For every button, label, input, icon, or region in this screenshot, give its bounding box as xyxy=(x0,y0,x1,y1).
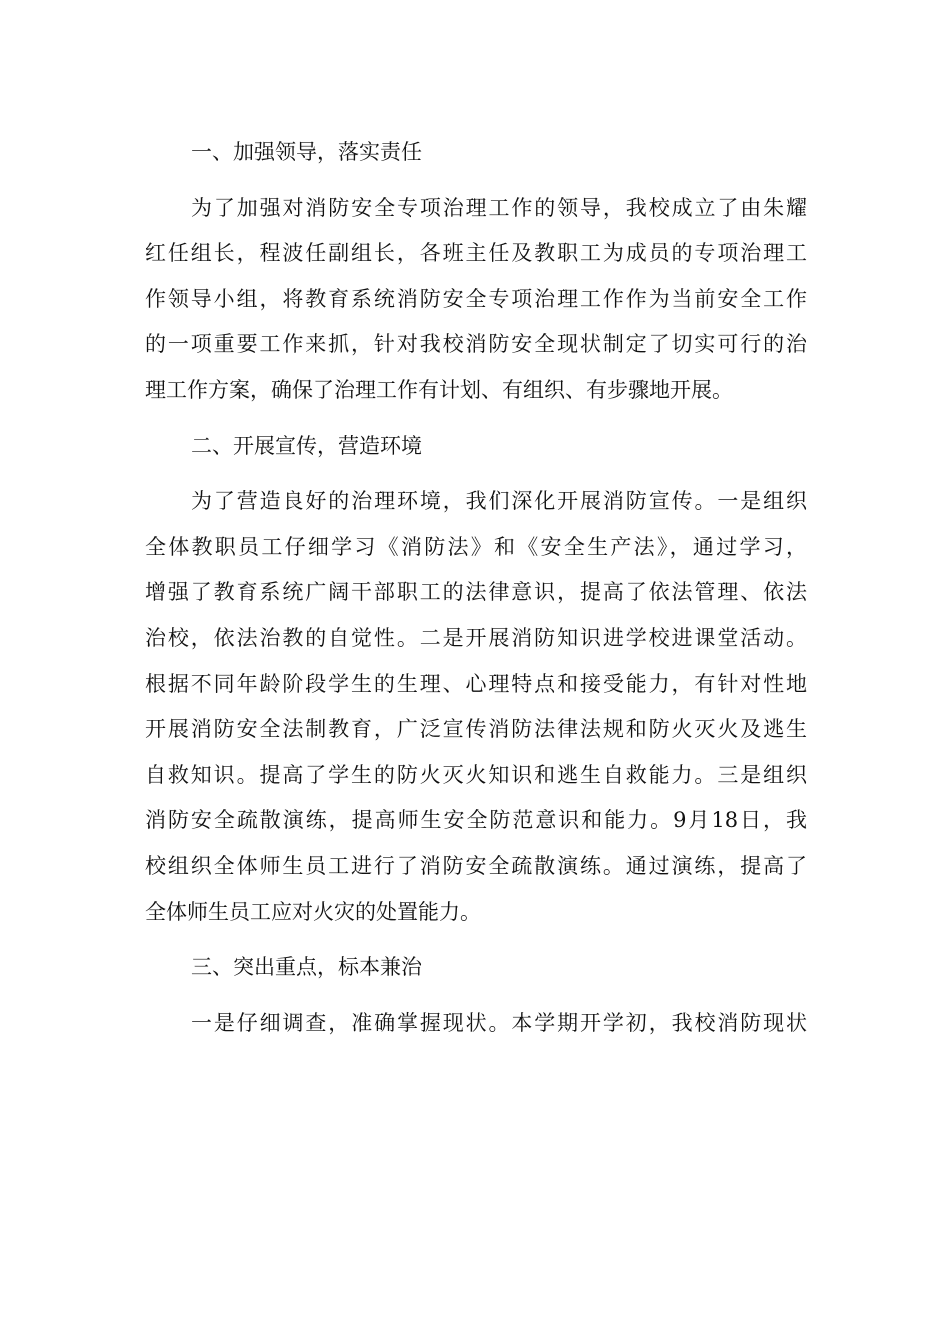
paragraph-line: 增强了教育系统广阔干部职工的法律意识，提高了依法管理、依法 xyxy=(145,580,807,605)
paragraph-line: 全体教职员工仔细学习《消防法》和《安全生产法》，通过学习， xyxy=(145,534,807,559)
section-heading-1: 一、加强领导，落实责任 xyxy=(191,140,422,164)
paragraph-line: 理工作方案，确保了治理工作有计划、有组织、有步骤地开展。 xyxy=(145,377,733,402)
section-2-paragraph xyxy=(145,479,807,935)
paragraph-line: 全体师生员工应对火灾的处置能力。 xyxy=(145,899,481,924)
section-3-paragraph xyxy=(145,1001,807,1047)
paragraph-line: 自救知识。提高了学生的防火灭火知识和逃生自救能力。三是组织 xyxy=(145,762,807,787)
paragraph-line: 校组织全体师生员工进行了消防安全疏散演练。通过演练，提高了 xyxy=(145,853,807,878)
paragraph-line: 根据不同年龄阶段学生的生理、心理特点和接受能力，有针对性地 xyxy=(145,671,807,696)
paragraph-line: 作领导小组，将教育系统消防安全专项治理工作作为当前安全工作 xyxy=(145,286,807,311)
section-heading-2: 二、开展宣传，营造环境 xyxy=(191,433,422,458)
section-heading-3: 三、突出重点，标本兼治 xyxy=(191,955,422,980)
paragraph-line: 红任组长，程波任副组长，各班主任及教职工为成员的专项治理工 xyxy=(145,241,807,266)
paragraph-line: 治校，依法治教的自觉性。二是开展消防知识进学校进课堂活动。 xyxy=(145,625,807,650)
section-1-paragraph xyxy=(145,186,807,414)
paragraph-line: 为了营造良好的治理环境，我们深化开展消防宣传。一是组织 xyxy=(191,489,807,514)
paragraph-line: 的一项重要工作来抓，针对我校消防安全现状制定了切实可行的治 xyxy=(145,332,807,357)
document-body xyxy=(145,130,807,1056)
paragraph-line: 一是仔细调查，准确掌握现状。本学期开学初，我校消防现状 xyxy=(191,1010,807,1035)
paragraph-line: 开展消防安全法制教育，广泛宣传消防法律法规和防火灭火及逃生 xyxy=(145,717,807,742)
paragraph-line: 为了加强对消防安全专项治理工作的领导，我校成立了由朱耀 xyxy=(191,195,807,220)
paragraph-line: 消防安全疏散演练，提高师生安全防范意识和能力。9月18日，我 xyxy=(145,808,807,833)
